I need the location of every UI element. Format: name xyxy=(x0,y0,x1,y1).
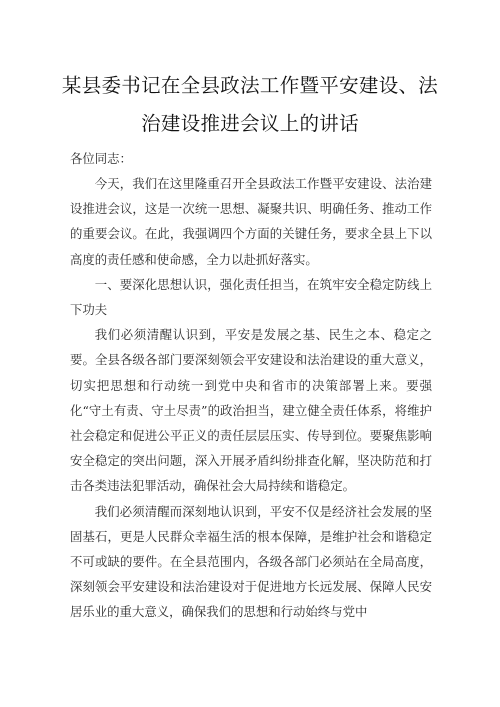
paragraph-opening: 今天，我们在这里隆重召开全县政法工作暨平安建设、法治建设推进会议，这是一次统一思想、凝聚共识、明确任务、推动工作的重要会议。在此，我强调四个方面的关键任务，要求全县上下以高度的责任感和使命感，全力以赴抓好落实。 xyxy=(70,176,432,267)
paragraph-section-1-b: 我们必须清醒而深刻地认识到，平安不仅是经济社会发展的坚固基石，更是人民群众幸福生活的根本保障，是维护社会和谐稳定不可或缺的要件。在全县范围内，各级各部门必须站在全局高度，深刻领会平安建设和法治建设对于促进地方长远发展、保障人民安居乐业的重大意义，确保我们的思想和行动始终与党中 xyxy=(70,503,432,620)
document-title-line-2: 治建设推进会议上的讲话 xyxy=(141,112,359,135)
document-title-line-1: 某县委书记在全县政法工作暨平安建设、法 xyxy=(61,74,439,97)
document-body xyxy=(70,171,432,625)
paragraph-section-1-a: 我们必须清醒认识到，平安是发展之基、民生之本、稳定之要。全县各级各部门要深刻领会平安建设和法治建设的重大意义，切实把思想和行动统一到党中央和省市的决策部署上来。要强化“守土有责、守土尽责”的政治担当，建立健全责任体系，将维护社会稳定和促进公平正义的责任层层压实、传导到位。要聚焦影响安全稳定的突出问题，深入开展矛盾纠纷排查化解，坚决防范和打击各类违法犯罪活动，确保社会大局持续和谐稳定。 xyxy=(70,327,432,494)
salutation: 各位同志： xyxy=(70,151,132,166)
section-heading-1: 一、要深化思想认识，强化责任担当，在筑牢安全稳定防线上下功夫 xyxy=(70,276,432,318)
